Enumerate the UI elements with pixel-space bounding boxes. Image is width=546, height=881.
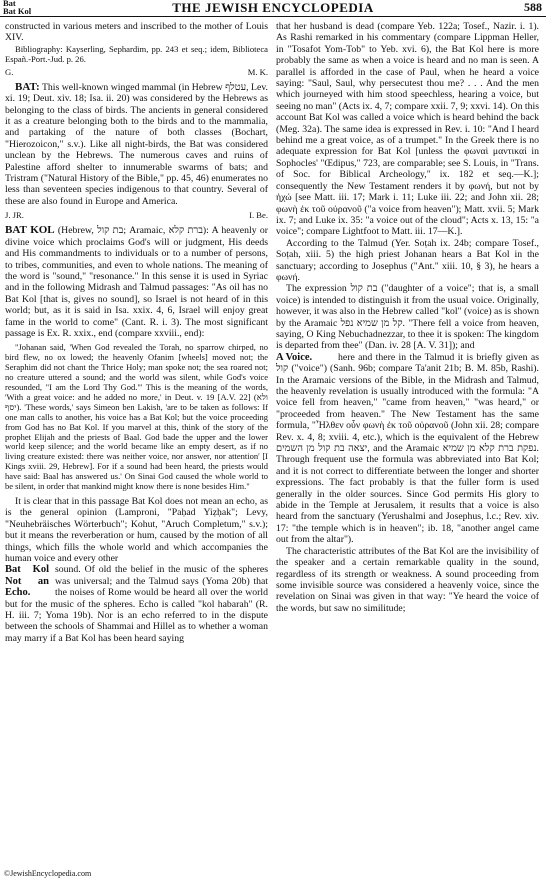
- copyright-footer: ©JewishEncyclopedia.com: [4, 869, 92, 878]
- paragraph: According to the Talmud (Yer. Soṭah ix. 24b; compare Tosef., Soṭah, xiii. 5) the high priest Johanan hears a Bat Kol in the sanctuary; according to Josephus ("Ant." xiii. 10, § 3), he hears a φωνή.: [276, 237, 539, 283]
- block-quote: "Johanan said, 'When God revealed the Torah, no sparrow chirped, no bird flew, no ox lowed; the heavenly Ofanim [wheels] moved not; the Seraphim did not chant the Thrice Holy; man spoke not; the sea roared not; no creature uttered a sound; and the world was silent, while God's voice resounded, "I am the Lord Thy God."' This is the meaning of the words, 'With a great voice: and he added no more,' in Deut. v. 19 [A.V. 22] (ולא יסף). 'These words,' says Simeon ben Lakish, 'are to be taken as follows: If one man calls to another, his voice has a Bat Kol; but the voice proceeding from God has no Bat Kol. If you marvel at this, think of the story of the prophet Elijah and the priests of Baal. God bade the upper and the lower world keep silence; and the world became like an empty desert, as if no living creature existed: there was neither voice, nor answer, nor attention' [I Kings xviii. 29, Hebrew]. For if a sound had been heard, the priests would have said: Baal has answered us.' On Sinai God caused the whole world to be silent, in order that mankind might know there is none besides Him.": [5, 342, 268, 492]
- left-column: [5, 21, 268, 644]
- signature-initials-right: M. K.: [247, 66, 268, 77]
- page-header: [0, 0, 546, 16]
- signature-row: [5, 210, 268, 220]
- paragraph: here and there in the Talmud it is briefly given as קול ("voice") (Sanh. 96b; compare Ta'anit 21b; B. M. 85b, Rashi). In the Aramaic versions of the Bible, in the Midrash and Talmud, the heavenly revelation is usually introduced with the formula: "A voice fell from heaven," "came from heaven," "was heard," or "proceeded from heaven." The New Testament has the same formula, "Ἦλθεν οὖν φωνὴ ἐκ τοῦ οὐρανοῦ (John xii. 28; compare Rev. x. 4, 8; xviii. 4, etc.), which is the equivalent of the Hebrew יצאה בת קול מן השמים, and the Aramaic נפקת ברת קלא מן שמיא. Through frequent use the formula was abbreviated into Bat Kol; and it is not correct to differentiate between the longer and shorter expressions. The fact probably is that the fuller form is used generally in the older sources. Since God permits His glory to abide in the Temple at Jerusalem, it results that a voice is also heard from the sanctuary (Yerushalmi and Josephus, l.c.; Rev. xiv. 17: "the temple which is in heaven"; ib. 18, "another angel came out from the altar").: [276, 351, 539, 546]
- headword-bat: BAT:: [15, 80, 40, 93]
- article-bat-text: This well-known winged mammal (in Hebrew עטלף, Lev. xi. 19; Deut. xiv. 18; Isa. ii. 20) was considered by the Hebrews as belonging to the class of birds. The ancients in general considered it as a creature belonging both to the birds and to the mammalia, and partaking of the nature of both classes (Bochart, "Hierozoicon," s.v.). Like all night-birds, the Bat was considered unclean by the Hebrews. The numerous caves and ruins of Palestine afford shelter to innumerable swarms of bats; and Tristram ("Natural History of the Bible," pp. 45, 46) enumerates no less than seventeen species indigenous to that country. Several of these are also found in Europe and America.: [5, 81, 268, 207]
- signature-row: [5, 67, 268, 77]
- signature-initials-right: I. Be.: [249, 210, 268, 221]
- side-heading-not-an-echo: Bat Kol Not an Echo.: [5, 564, 49, 599]
- article-bat-kol-text: (Hebrew, בת קול; Aramaic, ברת קלא): A heavenly or divine voice which proclaims God's will or judgment, His deeds and His commandments to individuals or to a number of persons, to tribes, communities, and even to whole nations. The meaning of the word is "sound," "resonance." In this sense it is used in Syriac and in the following Midrash and Talmud passages: "As oil has no Bat Kol [that is, gives no sound], so Israel is not heard of in this world; but, as it is said in Isa. xxix. 4, 6, Israel will enjoy great fame in the world to come" (Cant. R. i. 3). The most significant passage is Ex. R. xxix., end (compare xxviii., end):: [5, 225, 268, 339]
- paragraph: The expression בת קול ("daughter of a voice"; that is, a small voice) is intended to distinguish it from the usual voice. Originally, however, it was also in the Hebrew called "kol" (voice) as is shown by the Aramaic קל מן שמיא נפל. "There fell a voice from heaven, saying, O King Nebuchadnezzar, to thee it is spoken: The kingdom is departed from thee" (Dan. iv. 28 [A. V. 31]); and: [276, 283, 539, 352]
- headword-bat-kol: BAT KOL: [5, 224, 55, 237]
- paragraph: that her husband is dead (compare Yeb. 122a; Tosef., Nazir. i. 1). As Rashi remarked in his commentary (compare Lippman Heller, in "Tosafot Yom-Tob" to Yeb. xvi. 6), the Bat Kol here is more probably the same as when a voice is heard and no man is seen. A parallel is afforded in the case of Paul, when he heard a voice saying: "Saul, Saul, why persecutest thou me? . . . And the men which journeyed with him stood speechless, hearing a voice, but seeing no man" (Acts ix. 4, 7; compare xxii. 7, 9; xxvi. 14). On this account Bat Kol was called a voice which is heard behind the back (Meg. 32a). The same idea is expressed in Rev. i. 10: "And I heard behind me a great voice, as of a trumpet." In the Greek there is no adequate expression for Bat Kol [unless the φωναὶ μαντικαί in Sophocles' "Œdipus," 723, are comparable; see S. Louis, in "Trans. of Soc. for Biblical Archeology," ix. 182 et seq.—K.]; consequently the New Testament renders it by φωνή, but not by ἠχώ [see Matt. iii. 17; Mark i. 11; Luke iii. 22; and John xii. 28; φωνὴ ἐκ τοῦ οὐρανοῦ ("a voice from heaven"); Matt. xvii. 5; Mark ix. 7; and Luke ix. 35: "a voice out of the cloud"; Acts x. 13, 15: "a voice"; compare Lightfoot to Matt. iii. 17—K.].: [276, 21, 539, 238]
- journal-title: THE JEWISH ENCYCLOPEDIA: [172, 0, 374, 15]
- right-column: [276, 21, 539, 614]
- page-number: 588: [524, 0, 542, 14]
- article-bat: [5, 82, 268, 207]
- header-rule: [0, 16, 546, 17]
- bibliography: Bibliography: Kayserling, Sephardim, pp. 243 et seq.; idem, Biblioteca Españ.-Port.-Jud. p. 26.: [5, 43, 268, 64]
- article-bat-kol: [5, 225, 268, 339]
- running-head-line-2: Bat Kol: [3, 5, 32, 16]
- running-head-line-1: Bat: [3, 0, 16, 8]
- side-heading-a-voice: A Voice.: [276, 351, 313, 363]
- paragraph: sound. Of old the belief in the music of the spheres was universal; and the Talmud says (Yoma 20b) that the noises of Rome would be heard all over the world but for the music of the spheres. Echo is called "kol habarah" (R. H. iii. 7; Yoma 19b). Nor is an echo referred to in the dispute between the schools of Shammai and Hillel as to whether a woman may marry if a Bat Kol has been heard saying: [5, 564, 268, 644]
- paragraph: It is clear that in this passage Bat Kol does not mean an echo, as is the general opinion (Lamproni, "Paḥad Yiẓḥak"; Levy, "Neuhebräisches Wörterbuch"; Kohut, "Aruch Completum," s.v.); but it means the reverberation or hum, caused by the motion of all things, which fills the whole world and which accompanies the human voice and every other: [5, 495, 268, 564]
- continued-text: constructed in various meters and inscribed to the mother of Louis XIV.: [5, 21, 268, 44]
- signature-initials-left: J. JR.: [5, 210, 24, 221]
- signature-initials-left: G.: [5, 66, 14, 77]
- paragraph: The characteristic attributes of the Bat Kol are the invisibility of the speaker and a certain remarkable quality in the sound, regardless of its strength or weakness. A sound proceeding from some invisible source was considered a heavenly voice, since the revelation on Sinai was given in that way: "Ye heard the voice of the words, but saw no similitude;: [276, 545, 539, 614]
